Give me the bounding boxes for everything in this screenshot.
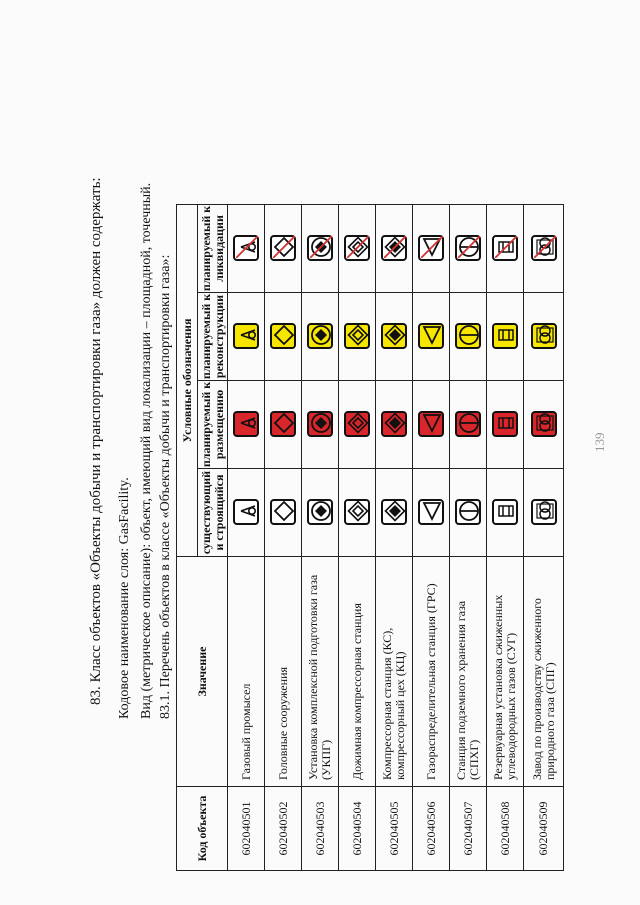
object-code: 602040508: [487, 787, 524, 871]
diamond-icon: [270, 412, 296, 438]
symbol-cell-planned: [228, 381, 265, 469]
circle-bar-icon: [455, 324, 481, 350]
filled-diamond-icon: [381, 412, 407, 438]
circle-bar-icon: [455, 236, 481, 262]
object-code: 602040505: [376, 787, 413, 871]
layer-code-line: Кодовое наименование слоя: GasFacility.: [117, 477, 132, 719]
symbol-cell-reconstruction: [524, 293, 564, 381]
symbol-cell-liquidation: [339, 205, 376, 293]
symbol-cell-reconstruction: [450, 293, 487, 381]
filled-diamond-icon: [381, 500, 407, 526]
symbol-cell-liquidation: [487, 205, 524, 293]
symbol-cell-liquidation: [524, 205, 564, 293]
lng-plant-icon: [531, 500, 557, 526]
gas-field-icon: [233, 412, 259, 438]
circle-diamond-icon: [307, 500, 333, 526]
header-planned: планируемый к размещению: [198, 381, 226, 468]
symbol-cell-liquidation: [376, 205, 413, 293]
symbol-cell-planned: [524, 381, 564, 469]
symbol-cell-reconstruction: [413, 293, 450, 381]
header-existing: существующий и строящийся: [198, 469, 228, 557]
object-code: 602040507: [450, 787, 487, 871]
double-diamond-icon: [344, 324, 370, 350]
symbol-cell-existing: [302, 469, 339, 557]
object-name: Завод по производству сжиженного природного газа (СПГ): [524, 557, 564, 787]
symbol-cell-liquidation: [413, 205, 450, 293]
header-symbols: Условные обозначения: [177, 205, 198, 557]
header-value: Значение: [177, 557, 228, 787]
diamond-icon: [270, 324, 296, 350]
gas-field-icon: [233, 500, 259, 526]
circle-bar-icon: [455, 500, 481, 526]
table-row: [413, 205, 450, 871]
double-diamond-icon: [344, 412, 370, 438]
symbol-cell-liquidation: [228, 205, 265, 293]
table-row: [450, 205, 487, 871]
symbol-cell-existing: [487, 469, 524, 557]
triangle-icon: [418, 500, 444, 526]
symbol-cell-reconstruction: [339, 293, 376, 381]
symbol-cell-planned: [376, 381, 413, 469]
symbol-cell-planned: [413, 381, 450, 469]
table-row: [376, 205, 413, 871]
symbol-cell-reconstruction: [302, 293, 339, 381]
object-name: Компрессорная станция (КС), компрессорный цех (КЦ): [376, 557, 413, 787]
circle-bar-icon: [455, 412, 481, 438]
tank-icon: [492, 236, 518, 262]
symbol-cell-planned: [450, 381, 487, 469]
lng-plant-icon: [531, 236, 557, 262]
object-code: 602040503: [302, 787, 339, 871]
symbol-cell-reconstruction: [228, 293, 265, 381]
symbol-cell-reconstruction: [487, 293, 524, 381]
triangle-icon: [418, 324, 444, 350]
diamond-icon: [270, 500, 296, 526]
object-name: Газораспределительная станция (ГРС): [413, 557, 450, 787]
symbol-cell-planned: [302, 381, 339, 469]
object-code: 602040502: [265, 787, 302, 871]
triangle-icon: [418, 412, 444, 438]
tank-icon: [492, 412, 518, 438]
symbol-cell-existing: [413, 469, 450, 557]
object-name: Газовый промысел: [228, 557, 265, 787]
symbol-cell-existing: [339, 469, 376, 557]
filled-diamond-icon: [381, 236, 407, 262]
lng-plant-icon: [531, 324, 557, 350]
circle-diamond-icon: [307, 324, 333, 350]
symbol-cell-existing: [376, 469, 413, 557]
double-diamond-icon: [344, 500, 370, 526]
double-diamond-icon: [344, 236, 370, 262]
diamond-icon: [270, 236, 296, 262]
object-code: 602040501: [228, 787, 265, 871]
gas-field-icon: [233, 236, 259, 262]
circle-diamond-icon: [307, 236, 333, 262]
header-liquidation: планируемый к ликвидации: [198, 205, 226, 292]
object-name: Станция подземного хранения газа (СПХГ): [450, 557, 487, 787]
lng-plant-icon: [531, 412, 557, 438]
object-code: 602040504: [339, 787, 376, 871]
table-row: [339, 205, 376, 871]
table-row: [265, 205, 302, 871]
filled-diamond-icon: [381, 324, 407, 350]
circle-diamond-icon: [307, 412, 333, 438]
tank-icon: [492, 500, 518, 526]
geometry-line: Вид (метрическое описание): объект, имеющий вид локализации – площадной, точечный.: [139, 182, 154, 719]
symbol-cell-planned: [339, 381, 376, 469]
table-row: [228, 205, 265, 871]
symbol-cell-existing: [450, 469, 487, 557]
object-code: 602040509: [524, 787, 564, 871]
triangle-icon: [418, 236, 444, 262]
objects-table: [176, 204, 564, 871]
symbol-cell-existing: [524, 469, 564, 557]
object-name: Дожимная компрессорная станция: [339, 557, 376, 787]
symbol-cell-liquidation: [450, 205, 487, 293]
object-name: Установка комплексной подготовки газа (УКПГ): [302, 557, 339, 787]
tank-icon: [492, 324, 518, 350]
symbol-cell-reconstruction: [265, 293, 302, 381]
page-number: 139: [592, 432, 607, 452]
header-reconstruction: планируемый к реконструкции: [198, 293, 226, 380]
table-row: [487, 205, 524, 871]
symbol-cell-planned: [265, 381, 302, 469]
symbol-cell-reconstruction: [376, 293, 413, 381]
object-name: Головные сооружения: [265, 557, 302, 787]
symbol-cell-existing: [265, 469, 302, 557]
table-row: [302, 205, 339, 871]
object-code: 602040506: [413, 787, 450, 871]
symbol-cell-planned: [487, 381, 524, 469]
symbol-cell-liquidation: [302, 205, 339, 293]
table-row: [524, 205, 564, 871]
section-heading: 83. Класс объектов «Объекты добычи и транспортировки газа» должен содержать:: [88, 177, 104, 705]
symbol-cell-existing: [228, 469, 265, 557]
list-title: 83.1. Перечень объектов в классе «Объекты добычи и транспортировки газа»:: [158, 254, 173, 719]
header-code: Код объекта: [177, 787, 228, 871]
object-name: Резервуарная установка сжиженных углеводородных газов (СУГ): [487, 557, 524, 787]
gas-field-icon: [233, 324, 259, 350]
symbol-cell-liquidation: [265, 205, 302, 293]
